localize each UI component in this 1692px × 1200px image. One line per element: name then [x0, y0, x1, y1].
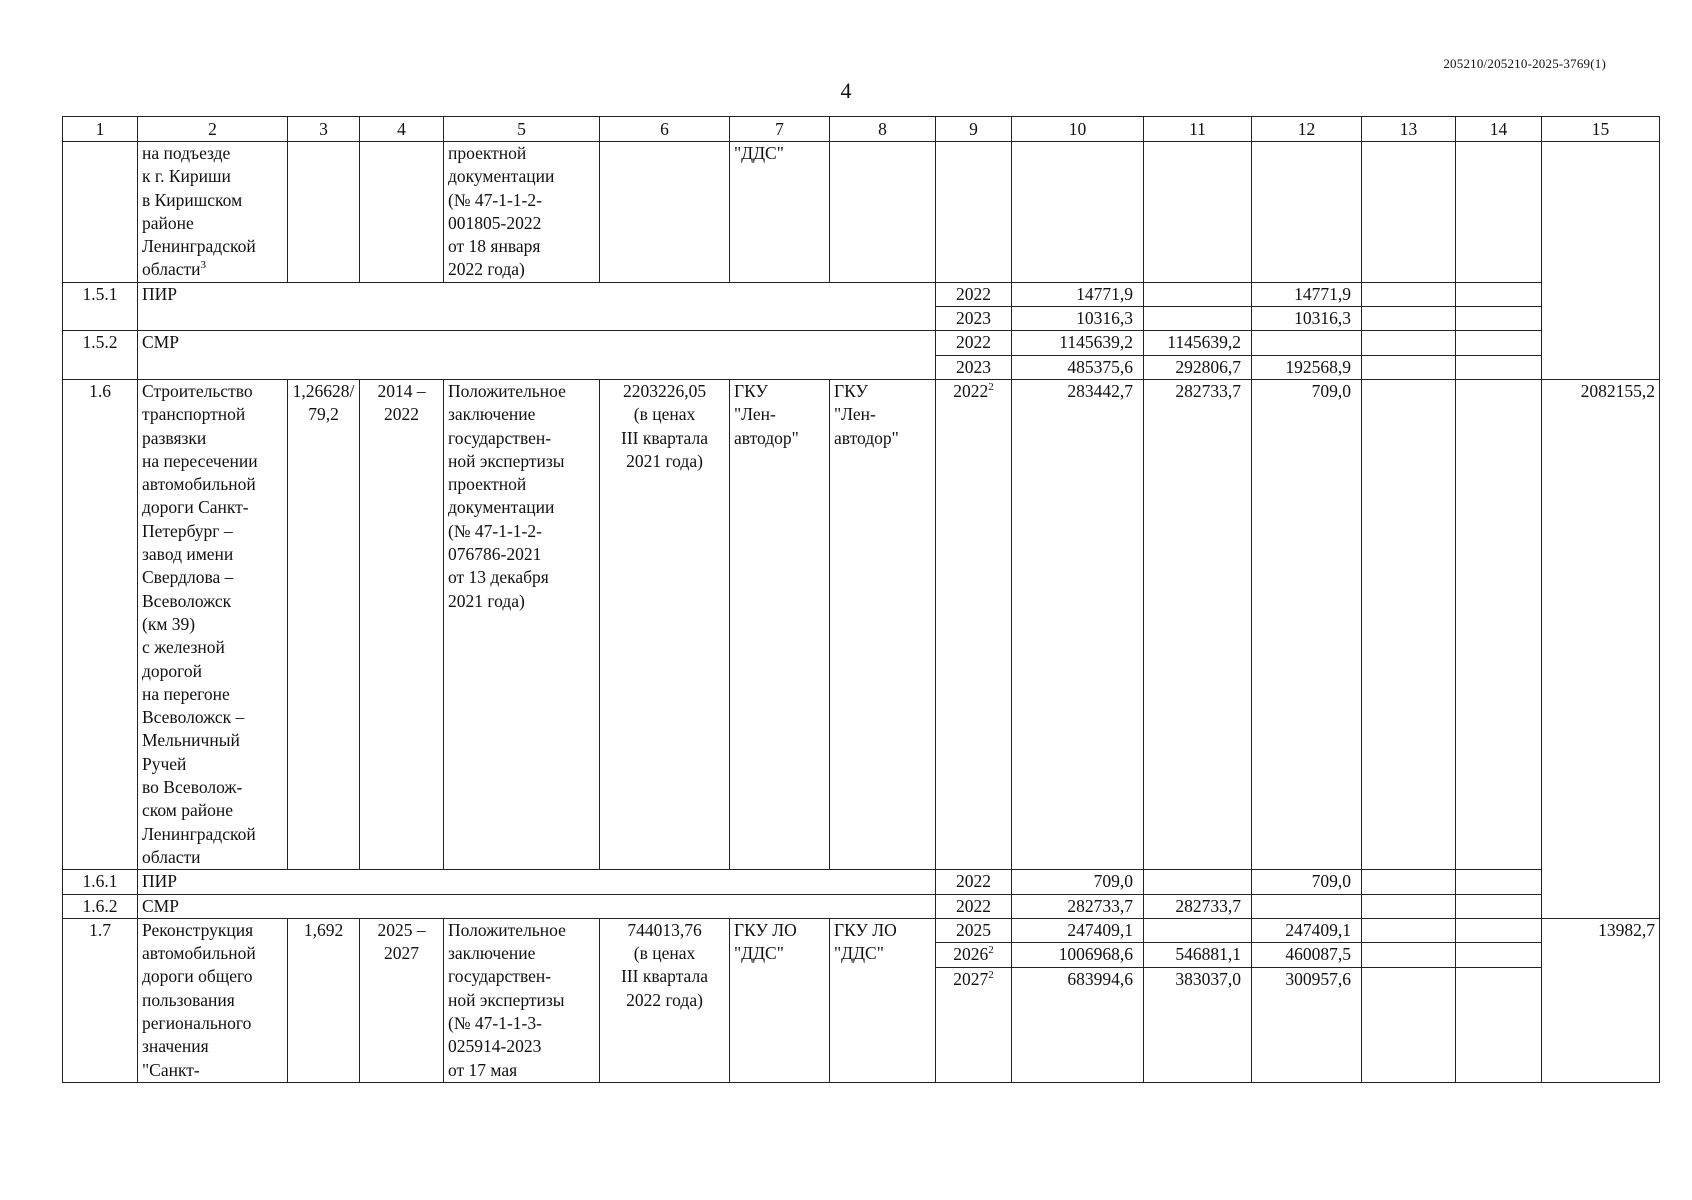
empty-cell: [360, 142, 444, 283]
funding-cell: 1145639,2: [1144, 331, 1252, 355]
balance-cell: 2082155,2: [1542, 379, 1660, 869]
work-type-cell: ПИР: [138, 870, 936, 894]
total-cell: 709,0: [1012, 870, 1144, 894]
object-name-cell: Строительство транспортной развязки на пересечении автомобильной дороги Санкт- Петербург – завод имени Свердлова – Всеволожск (км 39) с железной дорогой на перегоне Всеволожск – Мельничный Ручей во Всеволож- ском районе Ленинградской области: [138, 379, 288, 869]
funding-cell: [1144, 282, 1252, 306]
year-cell: 2027$^2$: [936, 967, 1012, 1082]
year-cell: 2026$^2$: [936, 943, 1012, 967]
table-row-continuation: [63, 142, 1660, 283]
empty-cell: [1362, 967, 1456, 1082]
empty-cell: [1362, 870, 1456, 894]
funding-cell: [1144, 918, 1252, 942]
empty-cell: [1456, 943, 1542, 967]
year-cell: 2022$^2$: [936, 379, 1012, 869]
customer-cell: ГКУ ЛО "ДДС": [730, 918, 830, 1082]
expertise-cell: Положительное заключение государствен- ной экспертизы (№ 47-1-1-3- 025914-2023 от 17 мая: [444, 918, 600, 1082]
column-header: 10: [1012, 117, 1144, 142]
funding-cell: 282733,7: [1144, 894, 1252, 918]
empty-cell: [1362, 331, 1456, 355]
empty-cell: [1362, 918, 1456, 942]
row-number-cell: 1.5.1: [63, 282, 138, 331]
empty-cell: [1456, 282, 1542, 306]
column-header: 11: [1144, 117, 1252, 142]
total-cell: 485375,6: [1012, 355, 1144, 379]
empty-cell: [1456, 379, 1542, 869]
empty-cell: [1144, 142, 1252, 283]
total-cell: 683994,6: [1012, 967, 1144, 1082]
column-header: 3: [288, 117, 360, 142]
year-cell: 2022: [936, 331, 1012, 355]
row-number-cell: 1.6: [63, 379, 138, 869]
work-type-cell: ПИР: [138, 282, 936, 331]
column-header: 15: [1542, 117, 1660, 142]
funding-cell: 709,0: [1252, 870, 1362, 894]
table-row-1-6-2: [63, 894, 1660, 918]
year-cell: 2025: [936, 918, 1012, 942]
column-header: 1: [63, 117, 138, 142]
funding-cell: 10316,3: [1252, 307, 1362, 331]
row-number-cell: 1.6.1: [63, 870, 138, 894]
column-header: 4: [360, 117, 444, 142]
total-cell: 282733,7: [1012, 894, 1144, 918]
page-number: 4: [840, 78, 852, 103]
empty-cell: [936, 142, 1012, 283]
funding-cell: [1252, 331, 1362, 355]
total-cell: 14771,9: [1012, 282, 1144, 306]
column-header: 14: [1456, 117, 1542, 142]
row-number-cell: 1.5.2: [63, 331, 138, 380]
empty-cell: [1542, 894, 1660, 918]
row-number-cell: 1.6.2: [63, 894, 138, 918]
column-header: 13: [1362, 117, 1456, 142]
empty-cell: [1362, 355, 1456, 379]
column-header: 5: [444, 117, 600, 142]
funding-cell: 709,0: [1252, 379, 1362, 869]
expertise-cell: проектной документации (№ 47-1-1-2- 001805-2022 от 18 января 2022 года): [444, 142, 600, 283]
column-number-row: [63, 117, 1660, 142]
empty-cell: [1456, 331, 1542, 355]
row-number-cell: [63, 142, 138, 283]
balance-cell: 13982,7: [1542, 918, 1660, 1082]
column-header: 7: [730, 117, 830, 142]
developer-cell: ГКУ ЛО "ДДС": [830, 918, 936, 1082]
work-type-cell: СМР: [138, 894, 936, 918]
capacity-cell: 1,26628/ 79,2: [288, 379, 360, 869]
funding-cell: [1252, 894, 1362, 918]
empty-cell: [1252, 142, 1362, 283]
total-cell: 283442,7: [1012, 379, 1144, 869]
table-row-1-5-2: [63, 331, 1660, 355]
investment-table: [62, 116, 1660, 1083]
funding-cell: 546881,1: [1144, 943, 1252, 967]
empty-cell: [1362, 943, 1456, 967]
table-row-1-5-1: [63, 282, 1660, 306]
expertise-cell: Положительное заключение государствен- ной экспертизы проектной документации (№ 47-1-1-2- 076786-2021 от 13 декабря 2021 года): [444, 379, 600, 869]
funding-cell: 282733,7: [1144, 379, 1252, 869]
total-cell: 1145639,2: [1012, 331, 1144, 355]
period-cell: 2025 – 2027: [360, 918, 444, 1082]
table-row-1-6-1: [63, 870, 1660, 894]
object-name-cell: на подъезде к г. Кириши в Киришском районе Ленинградской области$^3$: [138, 142, 288, 283]
funding-cell: 14771,9: [1252, 282, 1362, 306]
column-header: 6: [600, 117, 730, 142]
customer-cell: "ДДС": [730, 142, 830, 283]
empty-cell: [1012, 142, 1144, 283]
funding-cell: 192568,9: [1252, 355, 1362, 379]
column-header: 12: [1252, 117, 1362, 142]
total-cell: 10316,3: [1012, 307, 1144, 331]
empty-cell: [1456, 894, 1542, 918]
funding-cell: 247409,1: [1252, 918, 1362, 942]
year-cell: 2023: [936, 307, 1012, 331]
empty-cell: [1542, 870, 1660, 894]
funding-cell: [1144, 307, 1252, 331]
column-header: 8: [830, 117, 936, 142]
year-cell: 2022: [936, 894, 1012, 918]
empty-cell: [1456, 918, 1542, 942]
period-cell: 2014 – 2022: [360, 379, 444, 869]
funding-cell: 300957,6: [1252, 967, 1362, 1082]
empty-cell: [1456, 142, 1542, 283]
year-cell: 2023: [936, 355, 1012, 379]
empty-cell: [830, 142, 936, 283]
empty-cell: [1362, 894, 1456, 918]
total-cell: 1006968,6: [1012, 943, 1144, 967]
empty-cell: [1456, 355, 1542, 379]
empty-cell: [1362, 379, 1456, 869]
funding-cell: 460087,5: [1252, 943, 1362, 967]
empty-cell: [1362, 307, 1456, 331]
table-row-1-6: [63, 379, 1660, 869]
empty-cell: [1542, 282, 1660, 306]
year-cell: 2022: [936, 870, 1012, 894]
empty-cell: [1542, 355, 1660, 379]
document-id: 205210/205210-2025-3769(1): [1443, 56, 1606, 71]
row-number-cell: 1.7: [63, 918, 138, 1082]
empty-cell: [1542, 142, 1660, 283]
customer-cell: ГКУ "Лен- автодор": [730, 379, 830, 869]
work-type-cell: СМР: [138, 331, 936, 380]
empty-cell: [288, 142, 360, 283]
funding-cell: 292806,7: [1144, 355, 1252, 379]
empty-cell: [1542, 331, 1660, 355]
capacity-cell: 1,692: [288, 918, 360, 1082]
total-cell: 247409,1: [1012, 918, 1144, 942]
empty-cell: [1542, 307, 1660, 331]
table-row-1-7: [63, 918, 1660, 942]
funding-cell: [1144, 870, 1252, 894]
column-header: 9: [936, 117, 1012, 142]
developer-cell: ГКУ "Лен- автодор": [830, 379, 936, 869]
year-cell: 2022: [936, 282, 1012, 306]
column-header: 2: [138, 117, 288, 142]
empty-cell: [1456, 967, 1542, 1082]
empty-cell: [600, 142, 730, 283]
empty-cell: [1456, 307, 1542, 331]
object-name-cell: Реконструкция автомобильной дороги общего пользования регионального значения "Санкт-: [138, 918, 288, 1082]
empty-cell: [1362, 282, 1456, 306]
empty-cell: [1362, 142, 1456, 283]
empty-cell: [1456, 870, 1542, 894]
cost-cell: 744013,76 (в ценах III квартала 2022 года): [600, 918, 730, 1082]
cost-cell: 2203226,05 (в ценах III квартала 2021 года): [600, 379, 730, 869]
funding-cell: 383037,0: [1144, 967, 1252, 1082]
